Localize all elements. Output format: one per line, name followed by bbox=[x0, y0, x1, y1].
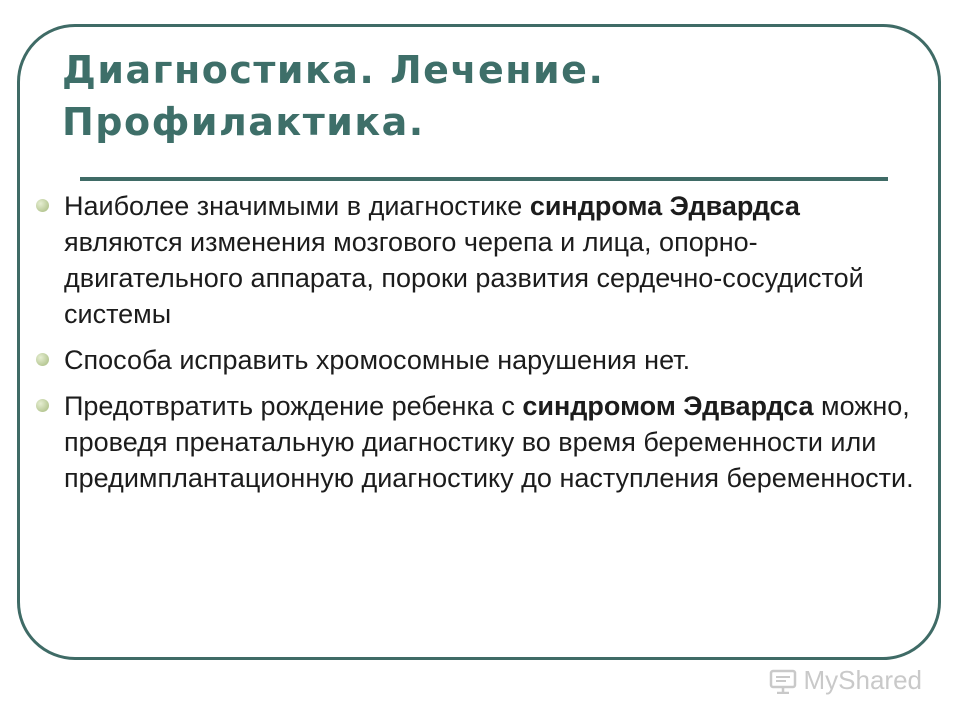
bullet-item-3 bbox=[36, 388, 916, 496]
slide-title: Диагностика. Лечение. Профилактика. bbox=[62, 48, 605, 144]
bullet-dot-icon bbox=[36, 199, 49, 212]
bullet-dot-icon bbox=[36, 399, 49, 412]
bullet-text-3-part-3: можно, проведя пренатальную диагностику во время беременности или предимплантационную диагностику до наступления беременности. bbox=[64, 391, 914, 493]
bullet-text-1-part-2: синдрома Эдвардса bbox=[529, 191, 800, 221]
watermark-text: MyShared bbox=[803, 665, 922, 695]
bullet-text-3-part-2: синдромом Эдвардса bbox=[522, 391, 814, 421]
presentation-screen-icon bbox=[768, 668, 798, 694]
bullet-text-3-part-1: Предотвратить рождение ребенка с bbox=[64, 391, 523, 421]
bullet-text-1-part-3: являются изменения мозгового черепа и лица, опорно-двигательного аппарата, пороки развития сердечно-сосудистой системы bbox=[64, 227, 864, 329]
bullet-item-1 bbox=[36, 188, 916, 332]
bullet-item-2 bbox=[36, 342, 916, 378]
title-underline bbox=[80, 177, 888, 181]
bullet-text-2-part-1: Способа исправить хромосомные нарушения нет. bbox=[64, 345, 691, 375]
bullet-dot-icon bbox=[36, 353, 49, 366]
bullet-list bbox=[36, 188, 916, 506]
watermark bbox=[768, 665, 923, 696]
bullet-text-1-part-1: Наиболее значимыми в диагностике bbox=[64, 191, 530, 221]
